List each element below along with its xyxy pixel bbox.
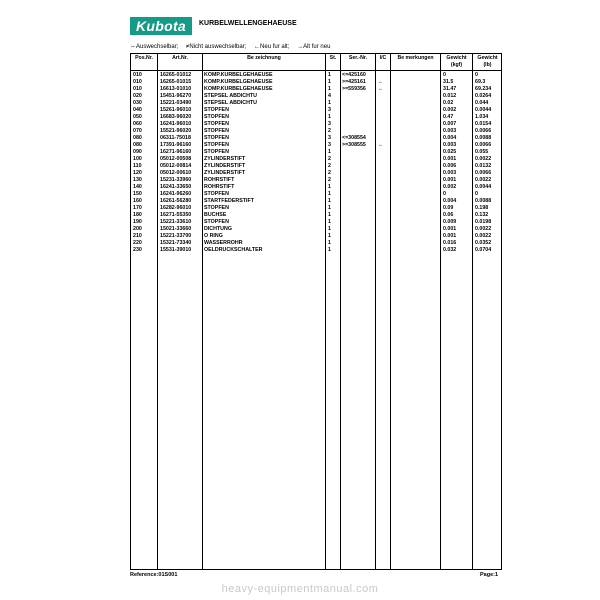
cell-bez: STOPFEN [204, 135, 229, 141]
table-row [131, 72, 501, 79]
cell-bez: ROHRSTIFT [204, 177, 235, 183]
cell-pos: 130 [133, 177, 142, 183]
cell-st: 1 [328, 114, 331, 120]
cell-pos: 080 [133, 135, 142, 141]
table-row [131, 114, 501, 121]
table-row [131, 163, 501, 170]
cell-pos: 200 [133, 226, 142, 232]
cell-bez: OELDRUCKSCHALTER [204, 247, 263, 253]
header-stueck: St. [329, 55, 337, 61]
cell-kgf: 0.004 [443, 135, 457, 141]
cell-lb: 0.0154 [475, 121, 492, 127]
cell-bez: BUCHSE [204, 212, 227, 218]
header-pos: Pos.Nr. [135, 55, 153, 61]
table-row [131, 128, 501, 135]
table-row [131, 107, 501, 114]
cell-bez: STOPFEN [204, 205, 229, 211]
cell-art: 05012-00610 [160, 170, 192, 176]
cell-bez: ZYLINDERSTIFT [204, 156, 246, 162]
cell-kgf: 0.001 [443, 226, 457, 232]
cell-lb: 69.3 [475, 79, 486, 85]
cell-st: 1 [328, 233, 331, 239]
cell-kgf: 0.06 [443, 212, 454, 218]
cell-st: 2 [328, 128, 331, 134]
cell-bez: ZYLINDERSTIFT [204, 163, 246, 169]
header-divider [131, 70, 501, 71]
interchangeability-legend [130, 44, 336, 50]
cell-bez: STOPFEN [204, 149, 229, 155]
table-row [131, 240, 501, 247]
table-row [131, 191, 501, 198]
cell-art: 05012-00814 [160, 163, 192, 169]
cell-st: 1 [328, 219, 331, 225]
legend-item: ≠Nicht auswechselbar; [186, 44, 247, 50]
cell-pos: 060 [133, 121, 142, 127]
cell-kgf: 0.006 [443, 163, 457, 169]
cell-kgf: 0.47 [443, 114, 454, 120]
cell-lb: 0.0066 [475, 128, 492, 134]
cell-st: 3 [328, 135, 331, 141]
table-row [131, 198, 501, 205]
cell-st: 1 [328, 100, 331, 106]
cell-kgf: 31.5 [443, 79, 454, 85]
cell-bez: KOMP.KURBELGEHAEUSE [204, 79, 273, 85]
header-art: Art.Nr. [172, 55, 188, 61]
table-row [131, 205, 501, 212]
cell-ic: ← [378, 86, 384, 92]
table-row [131, 149, 501, 156]
cell-st: 2 [328, 163, 331, 169]
cell-lb: 0.0088 [475, 135, 492, 141]
cell-art: 16613-01010 [160, 86, 192, 92]
cell-lb: 0.0066 [475, 170, 492, 176]
cell-ser: <=425160 [342, 72, 366, 78]
cell-st: 1 [328, 149, 331, 155]
cell-pos: 190 [133, 219, 142, 225]
cell-st: 3 [328, 142, 331, 148]
cell-art: 16271-55350 [160, 212, 192, 218]
cell-lb: 69.234 [475, 86, 492, 92]
cell-ser: >=308555 [342, 142, 366, 148]
cell-lb: 0.0264 [475, 93, 492, 99]
reference-label: Reference:01S001 [130, 572, 178, 578]
cell-art: 16282-96010 [160, 205, 192, 211]
cell-pos: 230 [133, 247, 142, 253]
parts-table [130, 53, 502, 570]
cell-lb: 0.044 [475, 100, 489, 106]
cell-pos: 070 [133, 128, 142, 134]
cell-pos: 170 [133, 205, 142, 211]
cell-art: 15321-73340 [160, 240, 192, 246]
cell-art: 15221-03490 [160, 100, 192, 106]
header-weight-lb: Gewicht (lb) [477, 55, 498, 68]
table-row [131, 93, 501, 100]
cell-kgf: 0.001 [443, 233, 457, 239]
cell-lb: 0.0022 [475, 233, 492, 239]
cell-bez: STOPFEN [204, 128, 229, 134]
cell-kgf: 0.007 [443, 121, 457, 127]
cell-art: 16683-96020 [160, 114, 192, 120]
table-row [131, 233, 501, 240]
cell-art: 15451-96270 [160, 93, 192, 99]
cell-art: 15021-33660 [160, 226, 192, 232]
table-row [131, 156, 501, 163]
cell-pos: 140 [133, 184, 142, 190]
cell-st: 1 [328, 184, 331, 190]
cell-lb: 0.0066 [475, 142, 492, 148]
cell-kgf: 0.003 [443, 170, 457, 176]
table-row [131, 142, 501, 149]
table-row [131, 79, 501, 86]
cell-kgf: 0.009 [443, 219, 457, 225]
cell-bez: O RING [204, 233, 223, 239]
cell-bez: STOPFEN [204, 142, 229, 148]
cell-art: 17391-96160 [160, 142, 192, 148]
cell-bez: STOPFEN [204, 191, 229, 197]
legend-item: ⇔Auswechselbar; [130, 44, 179, 50]
cell-pos: 150 [133, 191, 142, 197]
cell-lb: 0.198 [475, 205, 489, 211]
cell-st: 4 [328, 93, 331, 99]
cell-kgf: 0.003 [443, 142, 457, 148]
cell-pos: 180 [133, 212, 142, 218]
cell-pos: 010 [133, 86, 142, 92]
cell-kgf: 0.002 [443, 107, 457, 113]
cell-art: 16241-96010 [160, 121, 192, 127]
cell-lb: 0.0088 [475, 198, 492, 204]
cell-pos: 010 [133, 72, 142, 78]
legend-item: ←Neu fur alt; [254, 44, 290, 50]
cell-st: 1 [328, 191, 331, 197]
cell-st: 1 [328, 79, 331, 85]
cell-art: 16265-01012 [160, 72, 192, 78]
cell-bez: STOPFEN [204, 121, 229, 127]
cell-pos: 160 [133, 198, 142, 204]
cell-art: 16241-33650 [160, 184, 192, 190]
header-bemerkungen: Be merkungen [397, 55, 434, 61]
cell-kgf: 0 [443, 72, 446, 78]
cell-pos: 100 [133, 156, 142, 162]
cell-bez: KOMP.KURBELGEHAEUSE [204, 72, 273, 78]
cell-kgf: 31.47 [443, 86, 457, 92]
cell-st: 3 [328, 107, 331, 113]
cell-lb: 0.0044 [475, 184, 492, 190]
table-row [131, 100, 501, 107]
cell-pos: 090 [133, 149, 142, 155]
cell-lb: 1.034 [475, 114, 489, 120]
cell-st: 1 [328, 240, 331, 246]
header-weight-kgf: Gewicht (kgf) [446, 55, 467, 68]
header-bezeichnung: Be zeichnung [247, 55, 281, 61]
cell-ic: ← [378, 79, 384, 85]
watermark: heavy-equipmentmanual.com [221, 583, 379, 595]
table-row [131, 170, 501, 177]
cell-kgf: 0.003 [443, 128, 457, 134]
cell-kgf: 0.09 [443, 205, 454, 211]
cell-kgf: 0 [443, 191, 446, 197]
table-row [131, 247, 501, 254]
cell-st: 1 [328, 205, 331, 211]
cell-bez: ROHRSTIFT [204, 184, 235, 190]
cell-bez: STARTFEDERSTIFT [204, 198, 254, 204]
table-row [131, 135, 501, 142]
cell-kgf: 0.02 [443, 100, 454, 106]
cell-pos: 220 [133, 240, 142, 246]
cell-st: 3 [328, 121, 331, 127]
cell-lb: 0.0198 [475, 219, 492, 225]
cell-art: 16271-96160 [160, 149, 192, 155]
cell-st: 2 [328, 177, 331, 183]
cell-bez: ZYLINDERSTIFT [204, 170, 246, 176]
cell-pos: 030 [133, 100, 142, 106]
cell-kgf: 0.002 [443, 184, 457, 190]
cell-art: 15221-33700 [160, 233, 192, 239]
cell-art: 16265-01015 [160, 79, 192, 85]
cell-lb: 0.132 [475, 212, 489, 218]
cell-bez: STOPFEN [204, 107, 229, 113]
cell-kgf: 0.004 [443, 198, 457, 204]
cell-lb: 0.055 [475, 149, 489, 155]
table-row [131, 86, 501, 93]
cell-lb: 0.0704 [475, 247, 492, 253]
legend-item: →Alt fur neu [297, 44, 331, 50]
cell-pos: 210 [133, 233, 142, 239]
header-serial: Ser.-Nr. [348, 55, 368, 61]
cell-ic: ← [378, 142, 384, 148]
cell-art: 15231-33960 [160, 177, 192, 183]
cell-bez: STOPFEN [204, 219, 229, 225]
cell-bez: STOPFEN [204, 114, 229, 120]
cell-st: 1 [328, 86, 331, 92]
table-row [131, 184, 501, 191]
cell-kgf: 0.032 [443, 247, 457, 253]
cell-st: 2 [328, 156, 331, 162]
cell-pos: 110 [133, 163, 142, 169]
cell-pos: 050 [133, 114, 142, 120]
cell-st: 1 [328, 247, 331, 253]
cell-pos: 020 [133, 93, 142, 99]
cell-kgf: 0.012 [443, 93, 457, 99]
cell-lb: 0.0044 [475, 107, 492, 113]
cell-lb: 0.0022 [475, 177, 492, 183]
cell-art: 05012-00508 [160, 156, 192, 162]
cell-kgf: 0.025 [443, 149, 457, 155]
cell-art: 06311-75018 [160, 135, 191, 141]
cell-art: 15521-96020 [160, 128, 192, 134]
cell-pos: 010 [133, 79, 142, 85]
cell-art: 15221-33610 [160, 219, 192, 225]
cell-bez: WASSERROHR [204, 240, 243, 246]
page-label: Page:1 [480, 572, 499, 578]
cell-bez: STEPSEL ABDICHTU [204, 100, 257, 106]
cell-bez: KOMP.KURBELGEHAEUSE [204, 86, 273, 92]
cell-lb: 0.0132 [475, 163, 492, 169]
cell-st: 1 [328, 226, 331, 232]
cell-lb: 0.0022 [475, 156, 492, 162]
cell-art: 16261-56280 [160, 198, 192, 204]
cell-pos: 120 [133, 170, 142, 176]
document-title: KURBELWELLENGEHAEUSE [199, 20, 297, 27]
cell-kgf: 0.001 [443, 156, 457, 162]
cell-st: 1 [328, 72, 331, 78]
cell-ser: <=308554 [342, 135, 366, 141]
cell-art: 16241-96260 [160, 191, 192, 197]
cell-bez: STEPSEL ABDICHTU [204, 93, 257, 99]
cell-art: 15261-96010 [160, 107, 192, 113]
cell-kgf: 0.016 [443, 240, 457, 246]
table-row [131, 177, 501, 184]
table-row [131, 226, 501, 233]
cell-lb: 0.0352 [475, 240, 492, 246]
cell-pos: 080 [133, 142, 142, 148]
table-row [131, 219, 501, 226]
kubota-logo: Kubota [130, 17, 192, 35]
cell-bez: DICHTUNG [204, 226, 232, 232]
cell-art: 15531-39010 [160, 247, 192, 253]
header-ic: I/C [379, 55, 387, 61]
cell-st: 1 [328, 212, 331, 218]
cell-st: 2 [328, 170, 331, 176]
cell-lb: 0 [475, 191, 478, 197]
cell-ser: >=425161 [342, 79, 366, 85]
table-row [131, 212, 501, 219]
cell-st: 1 [328, 198, 331, 204]
cell-lb: 0 [475, 72, 478, 78]
cell-ser: >=559356 [342, 86, 366, 92]
cell-pos: 040 [133, 107, 142, 113]
cell-kgf: 0.001 [443, 177, 457, 183]
table-row [131, 121, 501, 128]
cell-lb: 0.0022 [475, 226, 492, 232]
